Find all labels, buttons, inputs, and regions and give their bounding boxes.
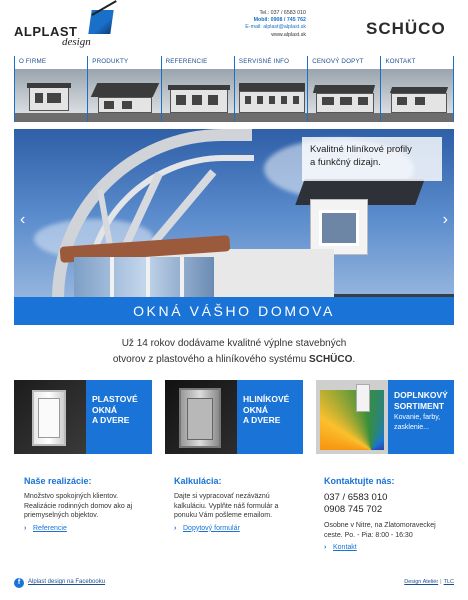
nav-item-o-firme[interactable]	[14, 56, 87, 122]
header	[0, 0, 468, 56]
header-mobile: Mobil: 0908 / 745 762	[253, 17, 306, 24]
tile-text: DOPLNKOVÝ SORTIMENT Kovanie, farby, zasklenie...	[388, 380, 454, 454]
tile-image-aluminium-profile	[165, 380, 237, 454]
credit-tlc[interactable]: TLC	[443, 579, 454, 585]
header-tel: Tel.: 037 / 6583 010	[259, 10, 306, 16]
contact-phone1[interactable]: 037 / 6583 010	[324, 492, 388, 503]
hero-prev-arrow-icon[interactable]: ‹	[20, 211, 26, 228]
nav-item-servisne-info[interactable]	[234, 56, 307, 122]
schuco-logo[interactable]: SCHÜCO	[366, 19, 446, 38]
nav-label: CENOVÝ DOPYT	[312, 58, 364, 65]
tile-text: PLASTOVÉ OKNÁ A DVERE	[86, 380, 152, 454]
contact-title: Kontaktujte nás:	[324, 476, 395, 486]
nav-photo-office	[15, 69, 87, 122]
header-web[interactable]: www.alplast.sk	[271, 31, 306, 38]
nav-photo-building	[381, 69, 453, 122]
hero-caption	[302, 137, 442, 181]
hero-caption-line2: a funkčný dizajn.	[310, 157, 381, 168]
hero-slider	[14, 129, 454, 325]
nav-photo-house	[88, 69, 160, 122]
intro-line2: otvorov z plastového a hliníkového systému SCHÜCO.	[112, 354, 356, 365]
realizations-title: Naše realizácie:	[24, 476, 92, 486]
credit-design-atelier[interactable]: Design Ateliér	[404, 579, 439, 585]
intro-line1: Už 14 rokov dodávame kvalitné výplne stavebných	[121, 338, 347, 349]
tile-accessories[interactable]	[316, 380, 454, 454]
contact-phone2[interactable]: 0908 745 702	[324, 503, 383, 515]
main-nav	[14, 56, 454, 122]
hero-dormer	[310, 199, 368, 255]
logo-text: ALPLAST	[14, 24, 78, 39]
nav-photo-complex	[308, 69, 380, 122]
contact-section	[324, 476, 458, 551]
nav-item-kontakt[interactable]	[380, 56, 453, 122]
calculation-section	[174, 476, 308, 532]
calculation-text: Dajte si vypracovať nezáväznú kalkuláciu. Vyplňte náš formulár a ponuku Vám pošleme emailom.	[174, 493, 279, 519]
footer	[14, 576, 454, 590]
nav-photo-villa	[162, 69, 234, 122]
nav-label: KONTAKT	[385, 58, 416, 65]
calculation-title: Kalkulácia:	[174, 476, 222, 486]
tile-plastic-windows[interactable]	[14, 380, 152, 454]
nav-item-cenovy-dopyt[interactable]	[307, 56, 380, 122]
nav-label: SERVISNÉ INFO	[238, 58, 290, 65]
tile-text: HLINÍKOVÉ OKNÁ A DVERE	[237, 380, 303, 454]
chevron-right-icon: ›	[174, 524, 177, 532]
realizations-text: Množstvo spokojných klientov. Realizácie rodinných domov ako aj priemyselných objektov.	[24, 493, 133, 519]
nav-item-produkty[interactable]	[87, 56, 160, 122]
intro-brand: SCHÜCO	[309, 354, 353, 365]
nav-label: REFERENCIE	[165, 58, 208, 65]
nav-label: PRODUKTY	[92, 58, 129, 65]
alplast-logo[interactable]	[14, 10, 119, 48]
nav-label: O FIRME	[19, 58, 47, 65]
facebook-link[interactable]: Alplast design na Facebooku	[28, 579, 106, 585]
contact-link[interactable]: › Kontakt	[324, 544, 357, 551]
intro-text	[60, 336, 408, 368]
nav-photo-row-houses	[235, 69, 307, 122]
tile-aluminium-windows[interactable]	[165, 380, 303, 454]
tile-image-plastic-profile	[14, 380, 86, 454]
hero-caption-line1: Kvalitné hliníkové profily	[310, 144, 412, 155]
logo-script: design	[62, 36, 91, 48]
chevron-right-icon: ›	[324, 544, 327, 551]
product-tiles	[14, 380, 454, 454]
tile-image-color-fan	[316, 380, 388, 454]
header-contact	[236, 10, 306, 39]
header-email[interactable]: E-mail: alplast@alplast.sk	[245, 24, 306, 31]
realizations-section	[24, 476, 158, 532]
footer-credits: Design Ateliér | TLC	[404, 579, 454, 585]
hero-next-arrow-icon[interactable]: ›	[442, 211, 448, 228]
referencie-link[interactable]: › Referencie	[24, 524, 67, 532]
chevron-right-icon: ›	[24, 524, 27, 532]
contact-address: Osobne v Nitre, na Zlatomoraveckej ceste. Po. - Pia: 8:00 - 16:30	[324, 522, 436, 539]
inquiry-form-link[interactable]: › Dopytový formulár	[174, 524, 240, 532]
hero-headline: OKNÁ VÁŠHO DOMOVA	[14, 297, 454, 325]
facebook-icon[interactable]: f	[14, 578, 24, 588]
nav-item-referencie[interactable]	[161, 56, 234, 122]
